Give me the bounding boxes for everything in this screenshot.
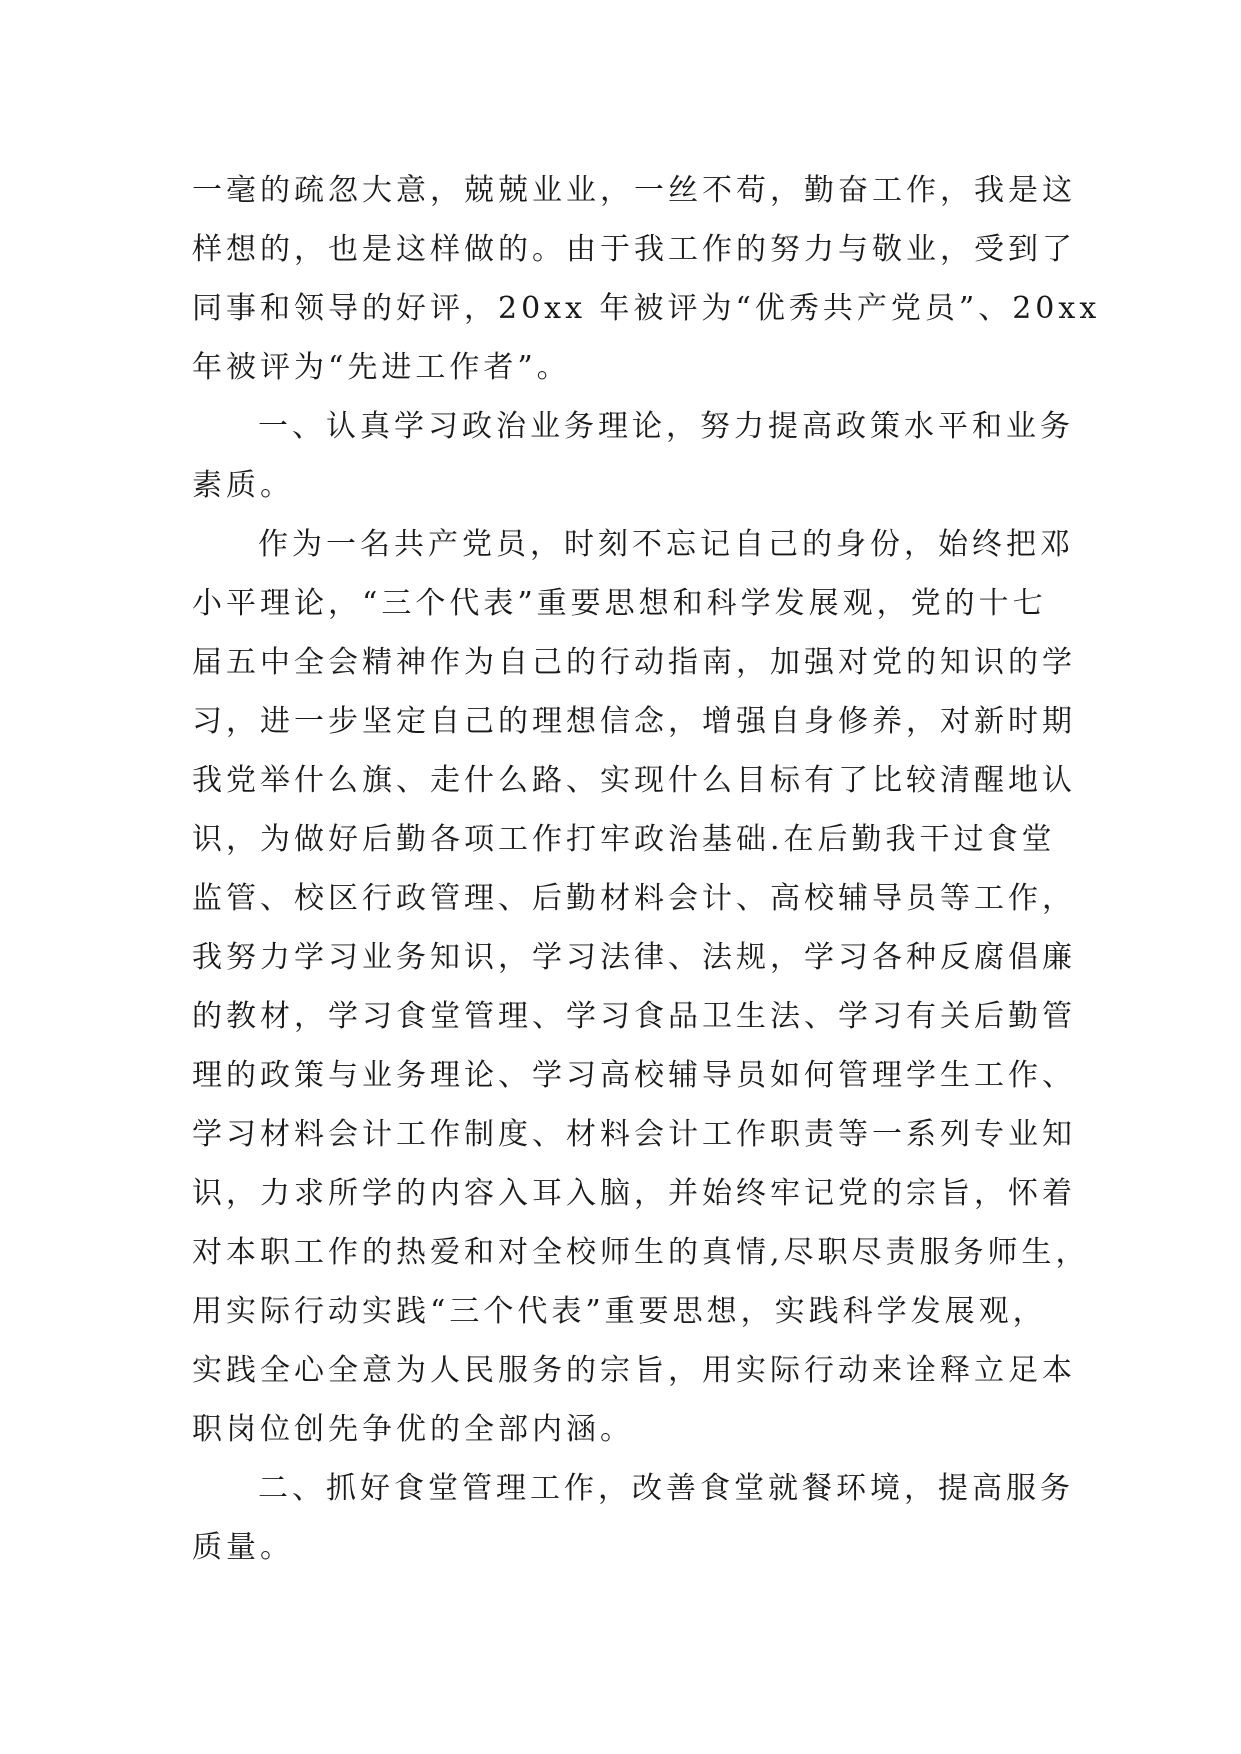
text-line: 我党举什么旗、走什么路、实现什么目标有了比较清醒地认 — [192, 763, 1076, 798]
text-line: 的教材，学习食堂管理、学习食品卫生法、学习有关后勤管 — [192, 999, 1076, 1034]
body-text — [192, 161, 1101, 1577]
paragraph — [192, 397, 1074, 515]
text-line: 监管、校区行政管理、后勤材料会计、高校辅导员等工作， — [192, 881, 1076, 916]
text-line: 习，进一步坚定自己的理想信念，增强自身修养，对新时期 — [192, 704, 1076, 739]
text-line: 质量。 — [192, 1530, 294, 1565]
text-line: 一、认真学习政治业务理论，努力提高政策水平和业务 — [258, 409, 1074, 444]
text-line: 一毫的疏忽大意，兢兢业业，一丝不苟，勤奋工作，我是这 — [192, 173, 1076, 208]
text-line: 同事和领导的好评，20xx 年被评为“优秀共产党员”、20xx — [192, 291, 1101, 326]
text-line: 作为一名共产党员，时刻不忘记自己的身份，始终把邓 — [258, 527, 1074, 562]
text-line: 二、抓好食堂管理工作，改善食堂就餐环境，提高服务 — [258, 1471, 1074, 1506]
text-line: 届五中全会精神作为自己的行动指南，加强对党的知识的学 — [192, 645, 1076, 680]
text-line: 用实际行动实践“三个代表”重要思想，实践科学发展观， — [192, 1294, 1047, 1329]
text-line: 样想的，也是这样做的。由于我工作的努力与敬业，受到了 — [192, 232, 1076, 267]
text-line: 小平理论，“三个代表”重要思想和科学发展观，党的十七 — [192, 586, 1047, 621]
text-line: 识，为做好后勤各项工作打牢政治基础.在后勤我干过食堂 — [192, 822, 1056, 857]
text-line: 实践全心全意为人民服务的宗旨，用实际行动来诠释立足本 — [192, 1353, 1076, 1388]
paragraph — [192, 1459, 1074, 1577]
text-line: 理的政策与业务理论、学习高校辅导员如何管理学生工作、 — [192, 1058, 1076, 1093]
text-line: 职岗位创先争优的全部内涵。 — [192, 1412, 634, 1447]
paragraph — [192, 161, 1101, 397]
paragraph — [192, 515, 1090, 1459]
text-line: 素质。 — [192, 468, 294, 503]
text-line: 我努力学习业务知识，学习法律、法规，学习各种反腐倡廉 — [192, 940, 1076, 975]
text-line: 识，力求所学的内容入耳入脑，并始终牢记党的宗旨，怀着 — [192, 1176, 1076, 1211]
text-line: 对本职工作的热爱和对全校师生的真情,尽职尽责服务师生， — [192, 1235, 1090, 1270]
text-line: 学习材料会计工作制度、材料会计工作职责等一系列专业知 — [192, 1117, 1076, 1152]
text-line: 年被评为“先进工作者”。 — [192, 350, 571, 385]
